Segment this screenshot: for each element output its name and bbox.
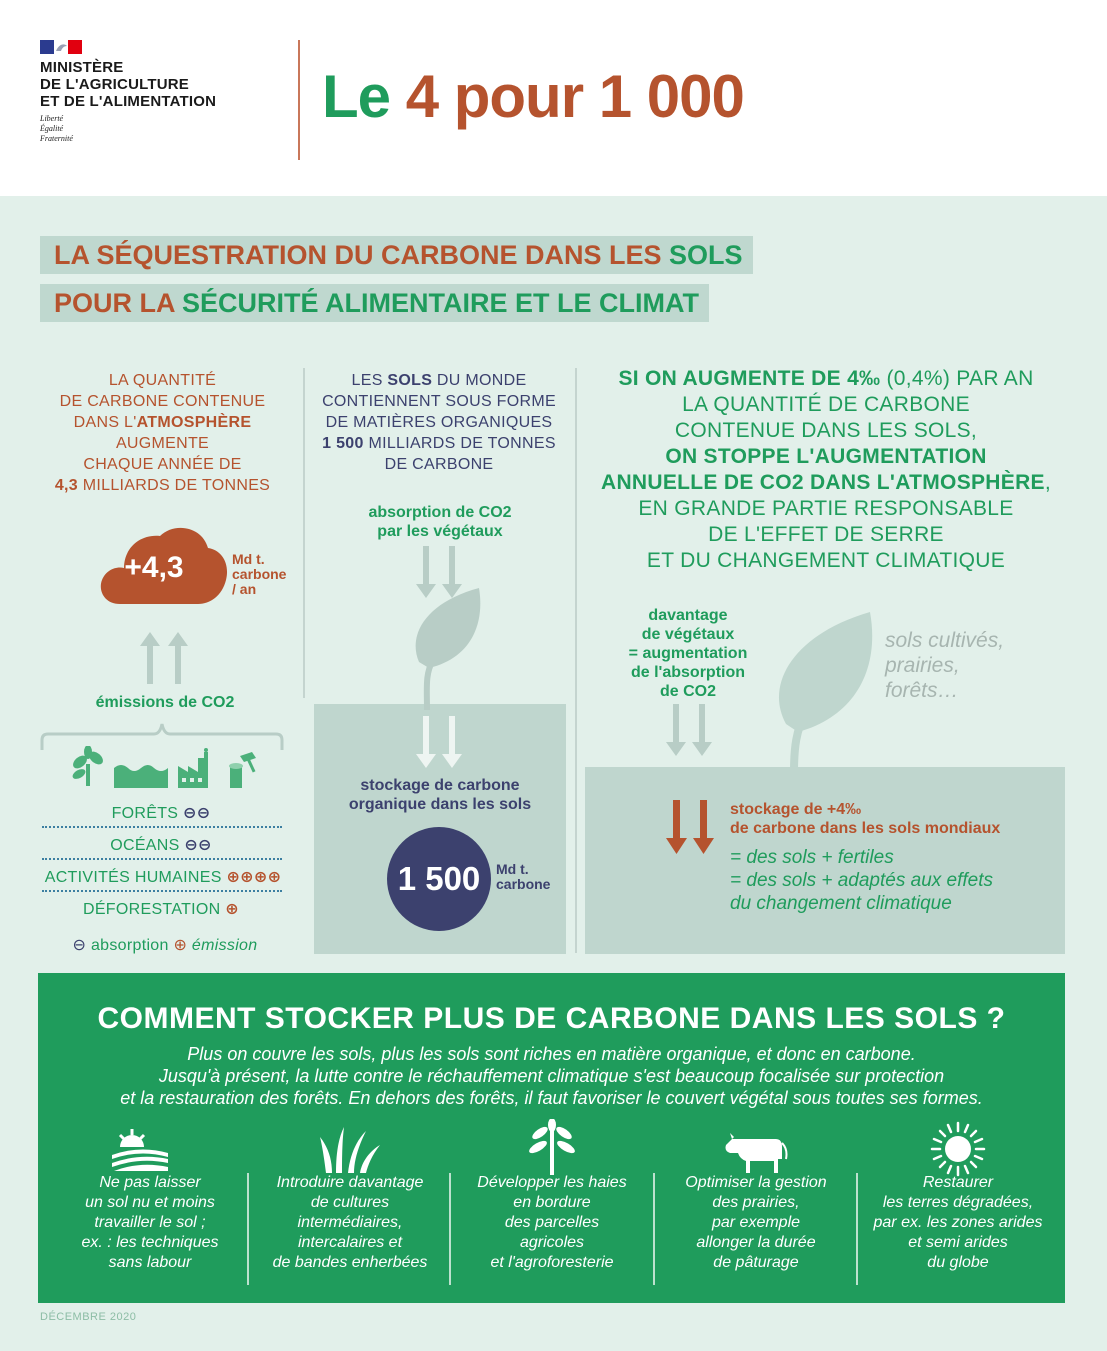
carbon-circle-unit: Md t. carbone [496, 861, 551, 892]
soil-types: sols cultivés, prairies, forêts… [885, 629, 1005, 702]
ocean-icon [114, 762, 168, 788]
large-leaf-icon [768, 612, 878, 772]
leaf-icon [405, 588, 485, 710]
absorption-label: absorption de CO2 par les végétaux [368, 504, 512, 540]
storage-arrows-icon [666, 800, 714, 854]
action-degraded-land: Restaurer les terres dégradées, par ex. les zones arides et semi arides du globe [873, 1174, 1043, 1271]
action-divider [653, 1173, 655, 1285]
header-divider [298, 40, 300, 160]
column-divider [575, 368, 577, 953]
dotted-divider [42, 890, 282, 892]
footer-date: DÉCEMBRE 2020 [40, 1311, 137, 1323]
row-oceans: OCÉANS ⊖⊖ [110, 837, 212, 854]
storage-title: stockage de +4‰ de carbone dans les sols mondiaux [730, 801, 1001, 837]
action-divider [247, 1173, 249, 1285]
sun-icon [928, 1121, 988, 1177]
cow-icon [724, 1129, 790, 1177]
tree-icon [70, 746, 106, 786]
deforestation-icon [222, 750, 258, 788]
column-divider [303, 368, 305, 698]
factory-icon [176, 748, 212, 788]
plus-icon: ⊕ [173, 937, 188, 954]
republic-motto: Liberté Égalité Fraternité [40, 114, 73, 143]
down-arrows-icon [666, 704, 712, 756]
section-intro: Plus on couvre les sols, plus les sols sont riches en matière organique, et donc en carbone. Jusqu'à présent, la lutte contre le réchauffement climatique s'est beaucoup focalisée sur protection et la restauration des forêts. En dehors des forêts, il faut favoriser le couvert végétal sous toutes ses formes. [120, 1044, 983, 1108]
cloud-unit: Md t. carbone / an [232, 551, 287, 597]
banner-line-1: LA SÉQUESTRATION DU CARBONE DANS LES SOLS [40, 236, 753, 274]
storage-label: stockage de carbone organique dans les sols [348, 777, 532, 813]
four-per-mille-text: SI ON AUGMENTE DE 4‰ (0,4%) PAR AN LA QUANTITÉ DE CARBONE CONTENUE DANS LES SOLS, ON STOPPE L'AUGMENTATION ANNUELLE DE CO2 DANS L'ATMOSPHÈRE, EN GRANDE PARTIE RESPONSABLE DE L'EFFET DE SERRE ET DU CHANGEMENT CLIMATIQUE [600, 367, 1051, 572]
cloud-value: +4,3 [124, 551, 184, 584]
row-forests: FORÊTS ⊖⊖ [111, 805, 211, 822]
soils-text: LES SOLS DU MONDE CONTIENNENT SOUS FORME DE MATIÈRES ORGANIQUES 1 500 MILLIARDS DE TONNES DE CARBONE [322, 372, 556, 473]
header [0, 0, 1107, 196]
action-grasslands: Optimiser la gestion des prairies, par exemple allonger la durée de pâturage [685, 1174, 827, 1271]
carbon-circle-value: 1 500 [397, 860, 481, 897]
atmosphere-text: LA QUANTITÉ DE CARBONE CONTENUE DANS L'ATMOSPHÈRE AUGMENTE CHAQUE ANNÉE DE 4,3 MILLIARDS DE TONNES [54, 372, 271, 494]
emissions-label: émissions de CO2 [95, 694, 235, 711]
banner-line-2: POUR LA SÉCURITÉ ALIMENTAIRE ET LE CLIMAT [40, 284, 709, 322]
row-human-activities: ACTIVITÉS HUMAINES ⊕⊕⊕⊕ [44, 869, 282, 886]
field-sun-icon [110, 1125, 170, 1173]
plant-icon [522, 1119, 582, 1175]
minus-icon: ⊖ [72, 937, 87, 954]
marianne-logo-icon [40, 40, 82, 54]
storage-benefits: = des sols + fertiles = des sols + adaptés aux effets du changement climatique [730, 847, 994, 914]
page-title: Le 4 pour 1 000 [322, 63, 744, 130]
ministry-name: MINISTÈRE DE L'AGRICULTURE ET DE L'ALIMENTATION [40, 59, 217, 110]
how-to-section [38, 973, 1065, 1303]
action-bare-soil: Ne pas laisser un sol nu et moins travailler le sol ; ex. : les techniques sans labour [81, 1174, 219, 1271]
grass-icon [320, 1125, 380, 1173]
up-arrows-icon [140, 632, 190, 684]
action-hedges: Développer les haies en bordure des parcelles agricoles et l'agroforesterie [477, 1174, 627, 1271]
more-plants-label: davantage de végétaux = augmentation de l'absorption de CO2 [628, 607, 748, 700]
dotted-divider [42, 826, 282, 828]
action-cover-crops: Introduire davantage de cultures intermédiaires, intercalaires et de bandes enherbées [272, 1174, 428, 1271]
action-divider [449, 1173, 451, 1285]
legend: ⊖ absorption ⊕ émission [72, 937, 258, 954]
dotted-divider [42, 858, 282, 860]
section-title: COMMENT STOCKER PLUS DE CARBONE DANS LES SOLS ? [97, 1002, 1006, 1035]
row-deforestation: DÉFORESTATION ⊕ [82, 901, 239, 918]
down-arrows-icon [416, 716, 462, 768]
